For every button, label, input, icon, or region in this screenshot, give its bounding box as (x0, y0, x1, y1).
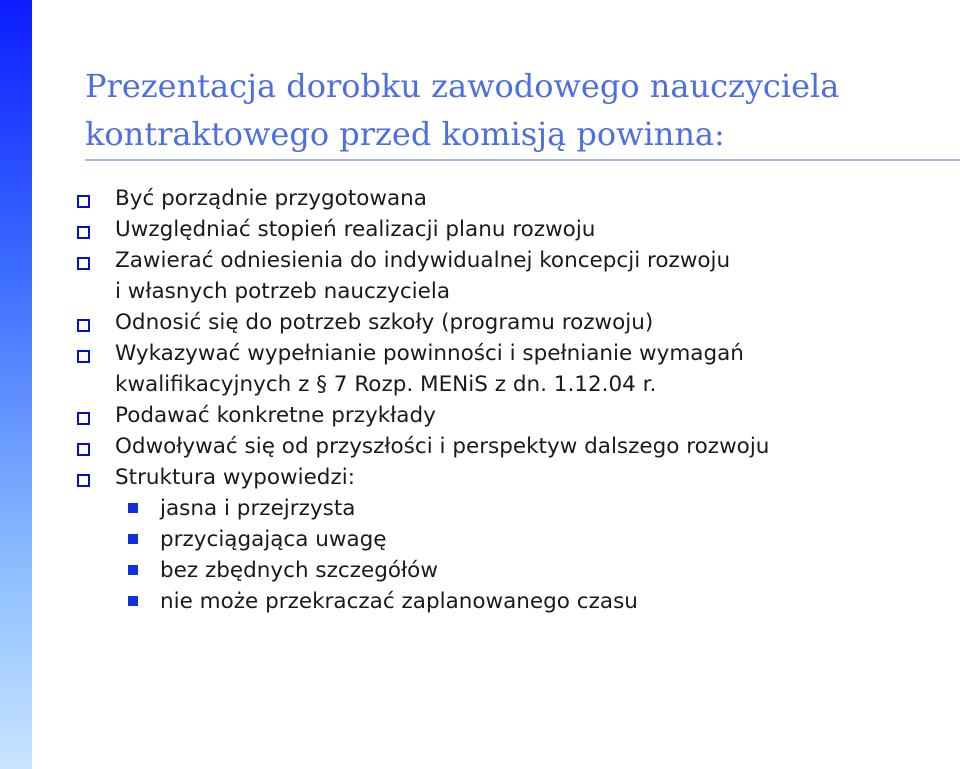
bullet-item-6 (0, 400, 960, 431)
sub-bullet-text: bez zbędnych szczegółów (160, 558, 438, 583)
bullet-text: Odnosić się do potrzeb szkoły (programu rozwoju) (115, 310, 654, 335)
bullet-text: Zawierać odniesienia do indywidualnej koncepcji rozwoju (115, 248, 731, 273)
sub-bullet-text: jasna i przejrzysta (160, 496, 356, 521)
bullet-item-2 (0, 214, 960, 245)
bullet-text: Być porządnie przygotowana (115, 186, 427, 211)
solid-square-bullet-icon (128, 596, 138, 606)
solid-square-bullet-icon (128, 534, 138, 544)
slide-title (85, 62, 945, 158)
hollow-square-bullet-icon (77, 195, 90, 208)
bullet-text: Wykazywać wypełnianie powinności i spełnianie wymagań (115, 341, 744, 366)
bullet-item-4 (0, 307, 960, 338)
bullet-text: Podawać konkretne przykłady (115, 403, 436, 428)
solid-square-bullet-icon (128, 503, 138, 513)
sub-bullet-item-4 (0, 586, 960, 617)
bullet-text: Struktura wypowiedzi: (115, 465, 355, 490)
hollow-square-bullet-icon (77, 226, 90, 239)
hollow-square-bullet-icon (77, 319, 90, 332)
hollow-square-bullet-icon (77, 474, 90, 487)
bullet-item-8 (0, 462, 960, 493)
bullet-text-continuation: i własnych potrzeb nauczyciela (115, 279, 451, 304)
title-underline (85, 159, 960, 161)
sub-bullet-item-1 (0, 493, 960, 524)
bullet-item-7 (0, 431, 960, 462)
bullet-item-3 (0, 245, 960, 307)
bullet-item-1 (0, 183, 960, 214)
sub-bullet-text: nie może przekraczać zaplanowanego czasu (160, 589, 638, 614)
solid-square-bullet-icon (128, 565, 138, 575)
bullet-item-5 (0, 338, 960, 400)
bullet-text: Odwoływać się od przyszłości i perspektyw dalszego rozwoju (115, 434, 770, 459)
hollow-square-bullet-icon (77, 443, 90, 456)
hollow-square-bullet-icon (77, 412, 90, 425)
slide-title-line-2: kontraktowego przed komisją powinna: (85, 115, 725, 153)
sub-bullet-item-3 (0, 555, 960, 586)
sub-bullet-item-2 (0, 524, 960, 555)
slide-title-line-1: Prezentacja dorobku zawodowego nauczyciela (85, 67, 840, 105)
bullet-list (0, 183, 960, 617)
hollow-square-bullet-icon (77, 257, 90, 270)
hollow-square-bullet-icon (77, 350, 90, 363)
bullet-text: Uwzględniać stopień realizacji planu rozwoju (115, 217, 596, 242)
sub-bullet-text: przyciągająca uwagę (160, 527, 387, 552)
bullet-text-continuation: kwalifikacyjnych z § 7 Rozp. MENiS z dn. 1.12.04 r. (115, 372, 657, 397)
